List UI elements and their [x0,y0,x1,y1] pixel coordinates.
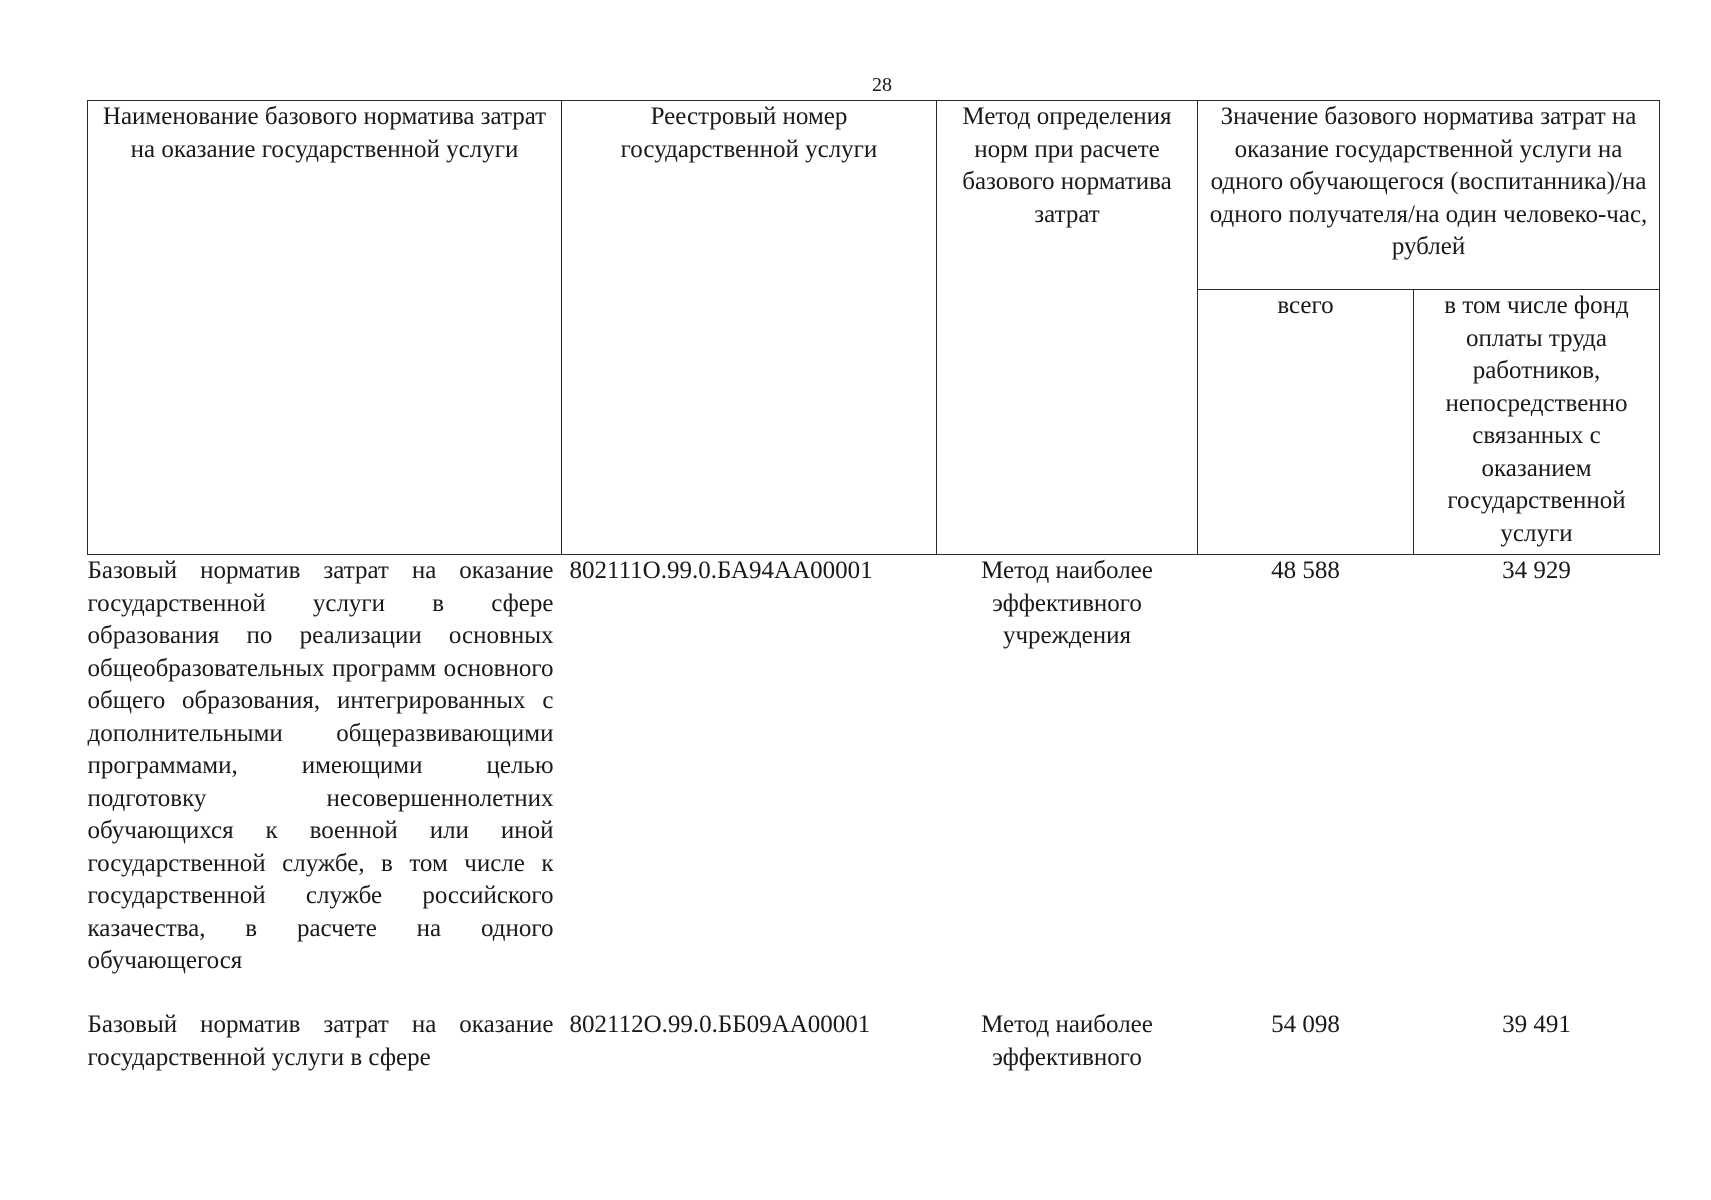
row-name: Базовый норматив затрат на оказание государственной услуги в сфере [87,1011,554,1071]
row-registry-number: 802112О.99.0.ББ09АА00001 [569,1011,871,1038]
header-method: Метод определения норм при расчете базового норматива затрат [937,101,1198,555]
header-registry-number: Реестровый номер государственной услуги [562,101,937,555]
row-method: Метод наиболее эффективного [981,1011,1153,1071]
row-total: 54 098 [1271,1011,1340,1038]
page-number: 28 [872,74,892,96]
table-row [88,555,1660,1010]
header-payroll: в том числе фонд оплаты труда работников, непосредственно связанных с оказанием государственной услуги [1414,290,1660,555]
row-method: Метод наиболее эффективного учреждения [981,557,1153,649]
row-payroll: 34 929 [1502,557,1571,584]
table-row [88,1009,1660,1074]
row-name: Базовый норматив затрат на оказание государственной услуги в сфере образования по реализации основных общеобразовательных программ основного общего образования, интегрированных с дополнительными общеразвивающими программами, имеющими целью подготовку несовершеннолетних обучающихся к военной или иной государственной службе, в том числе к государственной службе российского казачества, в расчете на одного обучающегося [87,557,554,974]
header-total: всего [1198,290,1414,555]
cost-norms-table [87,100,1660,1074]
table-header [88,101,1660,555]
row-total: 48 588 [1271,557,1340,584]
header-name: Наименование базового норматива затрат на оказание государственной услуги [88,101,562,555]
header-value: Значение базового норматива затрат на оказание государственной услуги на одного обучающегося (воспитанника)/на одного получателя/на один человеко-час, рублей [1198,101,1660,290]
row-payroll: 39 491 [1502,1011,1571,1038]
row-registry-number: 802111О.99.0.БА94АА00001 [569,557,873,584]
